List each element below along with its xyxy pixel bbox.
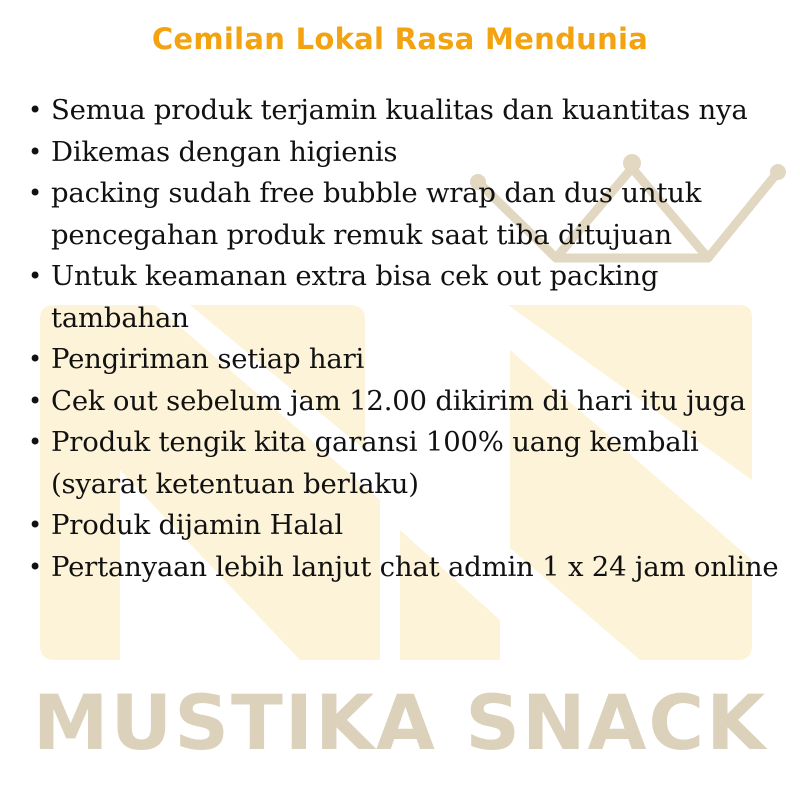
list-item: • packing sudah free bubble wrap dan dus untuk pencegahan produk remuk saat tiba ditujuan (24, 173, 784, 256)
list-item: • Dikemas dengan higienis (24, 132, 784, 174)
list-item: • Pertanyaan lebih lanjut chat admin 1 x 24 jam online (24, 547, 784, 589)
bullet-icon: • (28, 511, 42, 539)
bullet-icon: • (28, 137, 42, 166)
bullet-icon: • (28, 179, 42, 207)
list-item: • Produk dijamin Halal (24, 505, 784, 547)
list-item: • Cek out sebelum jam 12.00 dikirim di hari itu juga (24, 381, 784, 423)
bullet-icon: • (28, 428, 42, 456)
list-item: • Produk tengik kita garansi 100% uang kembali (syarat ketentuan berlaku) (24, 422, 784, 505)
bullet-icon: • (28, 386, 42, 415)
feature-list (24, 90, 784, 588)
list-item: • Semua produk terjamin kualitas dan kuantitas nya (24, 90, 784, 132)
list-item: • Pengiriman setiap hari (24, 339, 784, 381)
bullet-icon: • (28, 552, 42, 581)
brand-name: MUSTIKA SNACK (32, 678, 768, 767)
page-title: Cemilan Lokal Rasa Mendunia (151, 22, 649, 56)
bullet-icon: • (28, 262, 42, 290)
bullet-icon: • (28, 345, 42, 373)
bullet-icon: • (28, 96, 42, 124)
list-item: • Untuk keamanan extra bisa cek out packing tambahan (24, 256, 784, 339)
